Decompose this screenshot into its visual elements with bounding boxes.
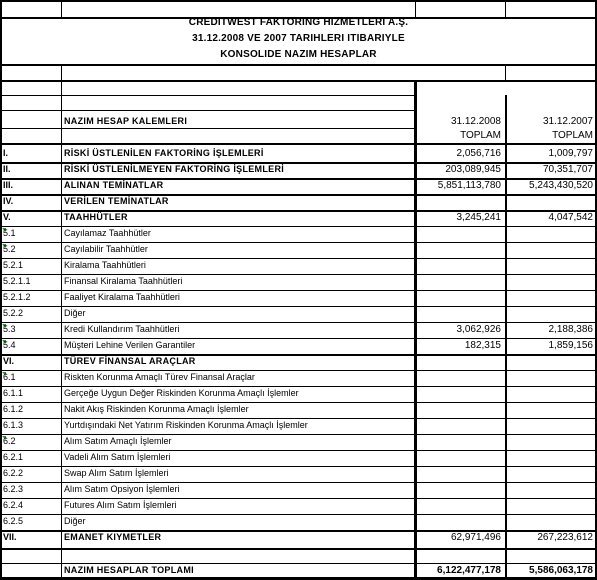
grid-line [0, 95, 415, 96]
row-border [0, 418, 597, 419]
grid-line [0, 128, 415, 129]
column-header-2007: 31.12.2007 [542, 116, 593, 127]
row-label: Alım Satım Opsiyon İşlemleri [64, 484, 180, 494]
grid-line [505, 0, 506, 18]
report-title-subject: KONSOLIDE NAZIM HESAPLAR [220, 49, 377, 60]
row-label: Finansal Kiralama Taahhütleri [64, 276, 183, 286]
row-border [0, 242, 597, 243]
row-code: 5.3 [3, 324, 16, 334]
row-border [0, 306, 597, 307]
row-code: 5.2.1.1 [3, 276, 31, 286]
row-border [0, 514, 597, 515]
row-border [0, 322, 597, 323]
row-label: ALINAN TEMİNATLAR [64, 180, 164, 190]
report-title-date: 31.12.2008 VE 2007 TARIHLERI ITIBARIYLE [192, 33, 405, 44]
row-label: TÜREV FİNANSAL ARAÇLAR [64, 356, 196, 366]
row-label: VERİLEN TEMİNATLAR [64, 196, 169, 206]
row-label: Gerçeğe Uygun Değer Riskinden Korunma Amaçlı İşlemler [64, 388, 299, 398]
row-label: Diğer [64, 308, 86, 318]
row-label: EMANET KIYMETLER [64, 532, 162, 542]
row-code: 6.2.2 [3, 468, 24, 478]
row-border [0, 386, 597, 387]
total-2007: 5,586,063,178 [529, 565, 593, 576]
row-code: 6.1.1 [3, 388, 24, 398]
row-value-2008: 182,315 [464, 340, 501, 351]
row-code: 6.1 [3, 372, 16, 382]
row-border [0, 402, 597, 403]
header-border-bottom [0, 143, 597, 145]
row-value-2007: 267,223,612 [537, 532, 593, 543]
row-label: Swap Alım Satım İşlemleri [64, 468, 169, 478]
row-label: Kiralama Taahhütleri [64, 260, 146, 270]
row-code: III. [3, 180, 14, 190]
row-border [0, 226, 597, 227]
row-code: 6.1.3 [3, 420, 24, 430]
row-border [0, 370, 597, 371]
total-label: NAZIM HESAPLAR TOPLAMI [64, 565, 194, 575]
row-value-2008: 3,062,926 [456, 324, 501, 335]
row-border [0, 290, 597, 291]
row-code: IV. [3, 196, 14, 206]
row-label: Kredi Kullandırım Taahhütleri [64, 324, 180, 334]
row-label: Faaliyet Kiralama Taahhütleri [64, 292, 180, 302]
row-label: Futures Alım Satım İşlemleri [64, 500, 177, 510]
row-code: I. [3, 148, 9, 158]
row-label: Riskten Korunma Amaçlı Türev Finansal Araçlar [64, 372, 255, 382]
row-value-2008: 2,056,716 [456, 148, 501, 159]
row-label: Yurtdışındaki Net Yatırım Riskinden Korunma Amaçlı İşlemler [64, 420, 308, 430]
title-border-bottom [0, 64, 597, 66]
row-code: V. [3, 212, 11, 222]
row-label: Diğer [64, 516, 86, 526]
row-code: 5.2.1.2 [3, 292, 31, 302]
row-code: 5.2.2 [3, 308, 24, 318]
row-value-2008: 203,089,945 [445, 164, 501, 175]
row-value-2007: 2,188,386 [548, 324, 593, 335]
row-code: 6.2.1 [3, 452, 24, 462]
grid-line [0, 80, 597, 82]
column-header-label: NAZIM HESAP KALEMLERI [64, 116, 188, 126]
row-code: 5.2.1 [3, 260, 24, 270]
row-border [0, 482, 597, 483]
grid-line [0, 563, 597, 564]
row-border [0, 450, 597, 451]
row-code: VII. [3, 532, 17, 542]
row-code: II. [3, 164, 11, 174]
row-label: TAAHHÜTLER [64, 212, 128, 222]
row-code: 6.2.3 [3, 484, 24, 494]
row-border [0, 498, 597, 499]
row-code: 6.1.2 [3, 404, 24, 414]
row-code: 6.2.4 [3, 500, 24, 510]
grid-line [0, 110, 415, 111]
row-code: VI. [3, 356, 15, 366]
row-value-2007: 70,351,707 [542, 164, 593, 175]
total-2008: 6,122,477,178 [437, 565, 501, 576]
row-code: 5.4 [3, 340, 16, 350]
column-header-2008: 31.12.2008 [450, 116, 501, 127]
row-label: RİSKİ ÜSTLENİLEN FAKTORİNG İŞLEMLERİ [64, 148, 264, 158]
grid-line [61, 0, 62, 18]
row-value-2007: 1,859,156 [548, 340, 593, 351]
row-code: 5.1 [3, 228, 16, 238]
row-value-2007: 4,047,542 [548, 212, 593, 223]
grid-line [0, 0, 597, 2]
row-label: Alım Satım Amaçlı İşlemler [64, 436, 172, 446]
row-value-2008: 5,851,113,780 [437, 180, 501, 191]
column-subheader-2008: TOPLAM [460, 130, 501, 141]
grid-line [415, 0, 416, 18]
row-label: Müşteri Lehine Verilen Garantiler [64, 340, 196, 350]
row-value-2008: 3,245,241 [456, 212, 501, 223]
report-title-company: CREDITWEST FAKTORING HIZMETLERI A.Ş. [188, 17, 409, 28]
row-label: Nakit Akış Riskinden Korunma Amaçlı İşlemler [64, 404, 249, 414]
row-code: 6.2 [3, 436, 16, 446]
row-code: 5.2 [3, 244, 16, 254]
row-border [0, 466, 597, 467]
column-subheader-2007: TOPLAM [552, 130, 593, 141]
row-value-2007: 5,243,430,520 [529, 180, 593, 191]
row-value-2007: 1,009,797 [548, 148, 593, 159]
row-border [0, 274, 597, 275]
row-label: RİSKİ ÜSTLENİLMEYEN FAKTORİNG İŞLEMLERİ [64, 164, 285, 174]
row-value-2008: 62,971,496 [450, 532, 501, 543]
total-border-top [0, 548, 597, 550]
row-label: Cayılabilir Taahhütler [64, 244, 148, 254]
row-label: Cayılamaz Taahhütler [64, 228, 151, 238]
row-border [0, 258, 597, 259]
row-border [0, 338, 597, 339]
row-label: Vadeli Alım Satım İşlemleri [64, 452, 171, 462]
row-border [0, 434, 597, 435]
row-code: 6.2.5 [3, 516, 24, 526]
